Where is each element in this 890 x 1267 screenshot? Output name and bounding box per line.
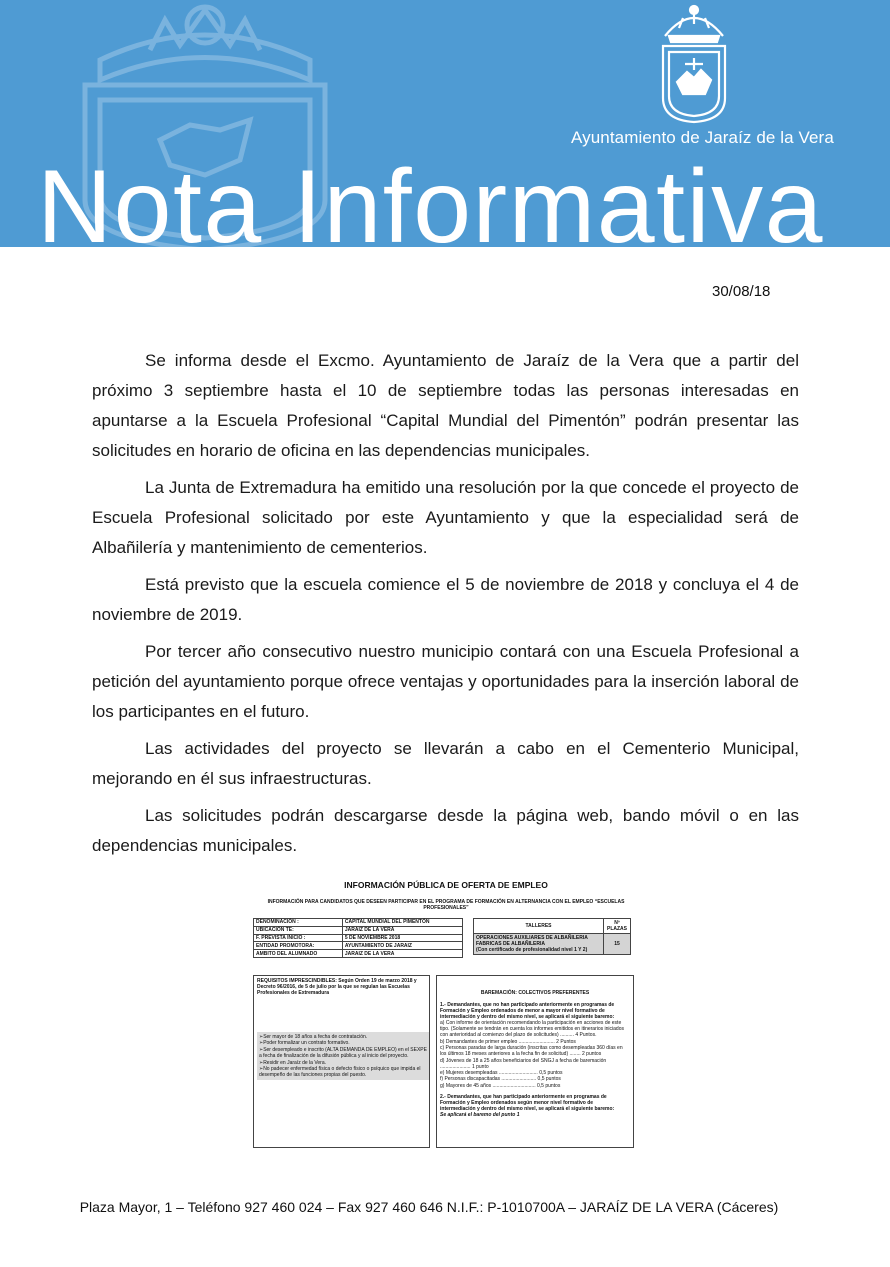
paragraph: Está previsto que la escuela comience el 5 de noviembre de 2018 y concluya el 4 de noviembre de 2019. xyxy=(92,575,799,624)
info-value: 5 DE NOVIEMBRE 2018 xyxy=(342,934,462,942)
coat-of-arms-icon xyxy=(655,2,733,124)
info-value: JARAIZ DE LA VERA xyxy=(342,926,462,934)
list-item: a) Con informe de orientación recomendando la participación en acciones de este tipo. (Solamente se tendrán en cuenta los informes emitidos en itinerarios iniciados con anterioridad al comienzo del plazo de solicitudes) .......... 4 Puntos. xyxy=(440,1020,624,1039)
requirements-box xyxy=(253,975,430,1148)
plazas-header: Nº PLAZAS xyxy=(604,919,631,934)
document-body xyxy=(92,346,799,868)
list-item: ➢Ser desempleado e inscrito (ALTA DEMANDA DE EMPLEO) en el SEXPE a fecha de finalización de la difusión pública y al inicio del proyecto. xyxy=(259,1047,427,1060)
info-label: AMBITO DEL ALUMNADO xyxy=(254,950,343,958)
table-row xyxy=(254,934,463,942)
list-item: 1.- Demandantes, que no han participado anteriormente en programas de Formación y Empleo ordenados de menor a mayor nivel formativo de intermediación y dentro del mismo nivel, se aplicará el siguiente baremo: xyxy=(440,1002,615,1020)
workshop-places: 15 xyxy=(604,934,631,955)
project-info-table xyxy=(253,918,463,958)
scoring-list xyxy=(437,1002,633,1118)
paragraph: Por tercer año consecutivo nuestro municipio contará con una Escuela Profesional a petición del ayuntamiento porque ofrece ventajas y oportunidades para la inserción laboral de los participantes en el futuro. xyxy=(92,642,799,721)
list-item: Se aplicará el baremo del punto 1 xyxy=(440,1112,520,1119)
info-label: UBICACIÓN TE: xyxy=(254,926,343,934)
table-row xyxy=(254,950,463,958)
info-value: AYUNTAMIENTO DE JARAIZ xyxy=(342,942,462,950)
notice-title: INFORMACIÓN PÚBLICA DE OFERTA DE EMPLEO xyxy=(344,880,548,890)
document-date: 30/08/18 xyxy=(712,283,771,300)
workshops-table xyxy=(473,918,631,955)
list-item: ➢Ser mayor de 18 años a fecha de contratación. xyxy=(259,1033,368,1040)
table-header-row xyxy=(474,919,631,934)
info-label: F. PREVISTA INICIO : xyxy=(254,934,343,942)
workshop-certificate: (Con certificado de profesionalidad nivel 1 Y 2) xyxy=(476,947,588,953)
job-offer-notice xyxy=(250,877,642,1150)
list-item: ➢No padecer enfermedad física o defecto físico o psíquico que impida el desempeño de las funciones propias del puesto. xyxy=(259,1066,421,1079)
info-label: ENTIDAD PROMOTORA: xyxy=(254,942,343,950)
list-item: e) Mujeres desempleadas ............................ 0,5 puntos xyxy=(440,1069,563,1076)
page-title: Nota Informativa xyxy=(37,149,824,247)
scoring-box xyxy=(436,975,634,1148)
organization-name: Ayuntamiento de Jaraíz de la Vera xyxy=(571,128,834,147)
table-row xyxy=(474,934,631,955)
list-item: f) Personas discapacitadas ......................... 0,5 puntos xyxy=(440,1076,561,1083)
list-item: d) Jóvenes de 18 a 25 años beneficiarios del SNGJ a fecha de baremación ...................... 1 punto xyxy=(440,1057,607,1070)
table-row xyxy=(254,942,463,950)
requirements-list xyxy=(257,1032,429,1080)
info-value: CAPITAL MUNDIAL DEL PIMENTÓN xyxy=(342,919,462,927)
list-item: b) Demandantes de primer empleo .......................... 2 Puntos xyxy=(440,1038,576,1045)
talleres-header: TALLERES xyxy=(474,919,604,934)
paragraph: Las actividades del proyecto se llevarán a cabo en el Cementerio Municipal, mejorando en él sus infraestructuras. xyxy=(92,739,799,788)
list-item: ➢Poder formalizar un contrato formativo. xyxy=(259,1040,350,1047)
paragraph: La Junta de Extremadura ha emitido una resolución por la que concede el proyecto de Escuela Profesional solicitado por este Ayuntamiento y que la especialidad será de Albañilería y mantenimiento de cementerios. xyxy=(92,478,799,557)
info-label: DENOMINACIÓN : xyxy=(254,919,343,927)
list-item: 2.- Demandantes, que han participado anteriormente en programas de Formación y Empleo ordenados según menor nivel formativo de intermediación y dentro del mismo nivel, se aplicará el siguiente baremo: xyxy=(440,1093,615,1112)
list-item: c) Personas paradas de larga duración (inscritas como desempleadas 360 días en los últimos 18 meses anteriores a la fecha fin de solicitud) ........ 2 puntos xyxy=(440,1045,623,1058)
requirements-heading: REQUISITOS IMPRESCINDIBLES: Según Orden 19 de marzo 2018 y Decreto 96/2016, de 5 de julio por la que se regulan las Escuelas Profesionales de Extremadura xyxy=(257,978,417,996)
workshop-cell xyxy=(474,934,604,955)
footer-address: Plaza Mayor, 1 – Teléfono 927 460 024 – Fax 927 460 646 N.I.F.: P-1010700A – JARAÍZ DE LA VERA (Cáceres) xyxy=(79,1199,779,1215)
paragraph: Las solicitudes podrán descargarse desde la página web, bando móvil o en las dependencias municipales. xyxy=(92,806,799,855)
paragraph: Se informa desde el Excmo. Ayuntamiento de Jaraíz de la Vera que a partir del próximo 3 septiembre hasta el 10 de septiembre todas las personas interesadas en apuntarse a la Escuela Profesional “Capital Mundial del Pimentón” podrán presentar las solicitudes en horario de oficina en las dependencias municipales. xyxy=(92,351,799,460)
table-row xyxy=(254,919,463,927)
header-banner xyxy=(0,0,890,247)
notice-subtitle: INFORMACIÓN PARA CANDIDATOS QUE DESEEN PARTICIPAR EN EL PROGRAMA DE FORMACIÓN EN ALTERNANCIA CON EL EMPLEO “ESCUELAS PROFESIONALES” xyxy=(267,899,625,911)
scoring-heading: BAREMACIÓN: COLECTIVOS PREFERENTES xyxy=(480,990,590,996)
list-item: ➢Residir en Jaraíz de la Vera. xyxy=(259,1059,326,1066)
workshop-name: OPERACIONES AUXILIARES DE ALBAÑILERIA FABRICAS DE ALBAÑILERIA xyxy=(476,935,588,947)
list-item: g) Mayores de 45 años ............................... 0,5 puntos xyxy=(440,1082,561,1089)
table-row xyxy=(254,926,463,934)
info-value: JARAIZ DE LA VERA xyxy=(342,950,462,958)
